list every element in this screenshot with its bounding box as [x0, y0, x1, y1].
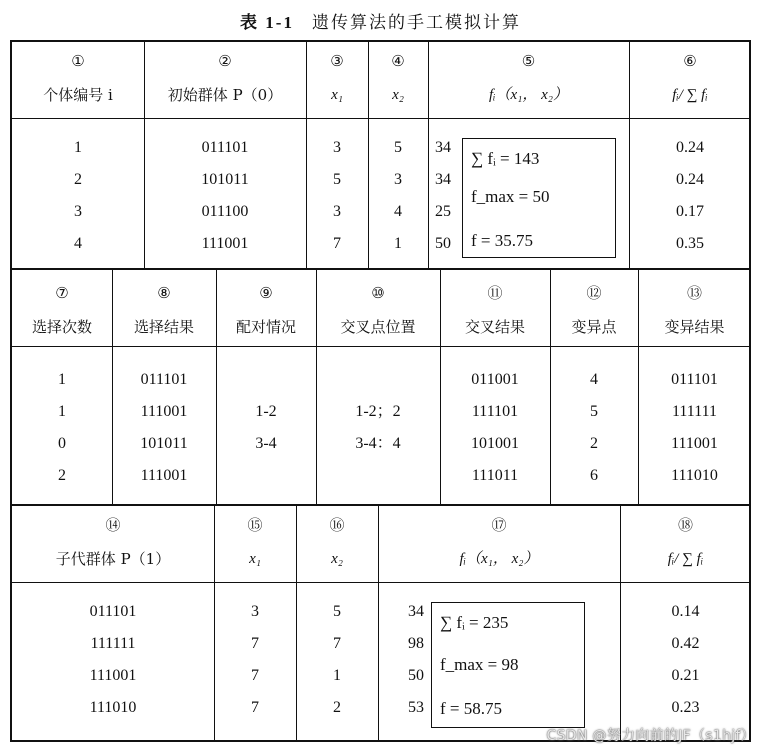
mut-row4-point: 6 — [590, 467, 598, 484]
pair-row3: 3-4 — [255, 435, 277, 452]
off-row3-population: 111001 — [89, 667, 137, 684]
col-header-selection-result: 选择结果 — [133, 318, 194, 336]
summary-box-offspring — [431, 602, 585, 728]
col-num-6: ⑥ — [683, 52, 697, 70]
section-initial-population — [10, 40, 751, 270]
col-header-initial-population: 初始群体 P（0） — [167, 86, 283, 104]
section-selection-crossover-mutation — [10, 270, 751, 506]
col-header-offspring-x2: x₂ — [331, 551, 343, 567]
off-row2-x1: 7 — [251, 635, 259, 652]
sel-row3-count: 0 — [58, 435, 66, 452]
row1-x1: 3 — [333, 139, 341, 156]
col-num-18: ⑱ — [677, 516, 693, 534]
col-num-12: ⑫ — [586, 284, 602, 302]
row2-ratio: 0.24 — [676, 171, 704, 188]
mut-row3-result: 111001 — [671, 435, 718, 452]
row1-population: 011101 — [201, 139, 249, 156]
sel-row2-count: 1 — [58, 403, 66, 420]
row1-fitness: 34 — [435, 139, 451, 156]
col-num-13: ⑬ — [686, 284, 702, 302]
off-row1-fitness: 34 — [408, 603, 424, 620]
row3-fitness: 25 — [435, 203, 451, 220]
col-header-selection-count: 选择次数 — [31, 318, 92, 336]
sel-row4-result: 111001 — [140, 467, 188, 484]
mut-row1-result: 011101 — [671, 371, 718, 388]
row1-id: 1 — [74, 139, 82, 156]
off-row2-fitness: 98 — [408, 635, 424, 652]
table-number: 表 1-1 — [240, 13, 294, 32]
col-num-2: ② — [218, 52, 232, 70]
col-header-crossover-point: 交叉点位置 — [340, 318, 416, 336]
row1-x2: 5 — [394, 139, 402, 156]
mut-row2-result: 111111 — [671, 403, 718, 420]
table-title — [0, 8, 761, 33]
col-header-x2: x₂ — [392, 87, 404, 103]
col-header-pairing: 配对情况 — [235, 318, 296, 336]
off-row2-x2: 7 — [333, 635, 341, 652]
col-header-offspring-fitness: fᵢ（x₁， x₂） — [459, 551, 539, 567]
row4-id: 4 — [74, 235, 82, 252]
row2-x2: 3 — [394, 171, 402, 188]
row4-ratio: 0.35 — [676, 235, 704, 252]
col-num-5: ⑤ — [521, 52, 536, 70]
off-row1-ratio: 0.14 — [671, 603, 700, 620]
row3-x1: 3 — [333, 203, 341, 220]
pair-row2: 1-2 — [255, 403, 277, 420]
cross-row3-result: 101001 — [471, 435, 519, 452]
col-num-4: ④ — [391, 52, 405, 70]
cross-point-row3: 3-4：4 — [355, 435, 401, 452]
mut-row2-point: 5 — [590, 403, 598, 420]
off-row3-ratio: 0.21 — [671, 667, 700, 684]
col-num-8: ⑧ — [157, 284, 171, 302]
col-num-1: ① — [71, 52, 85, 70]
sel-row4-count: 2 — [58, 467, 66, 484]
max-fitness: f_max = 50 — [471, 187, 550, 206]
col-header-fitness: fᵢ（x₁， x₂） — [488, 87, 569, 103]
row3-id: 3 — [74, 203, 82, 220]
sel-row3-result: 101011 — [140, 435, 188, 452]
col-header-offspring-population: 子代群体 P（1） — [55, 550, 171, 568]
col-num-14: ⑭ — [105, 516, 121, 534]
cross-row2-result: 111101 — [471, 403, 519, 420]
off-row4-fitness: 53 — [408, 699, 424, 716]
sum-fitness: ∑ fᵢ = 143 — [471, 149, 540, 168]
row3-x2: 4 — [394, 203, 402, 220]
off-row3-fitness: 50 — [408, 667, 424, 684]
sel-row1-count: 1 — [58, 371, 66, 388]
row3-population: 011100 — [201, 203, 249, 220]
col-num-10: ⑩ — [371, 284, 385, 302]
off-row1-x1: 3 — [251, 603, 259, 620]
col-header-mutation-point: 变异点 — [571, 318, 617, 336]
col-header-x1: x₁ — [331, 87, 343, 103]
col-num-15: ⑮ — [247, 516, 263, 534]
off-row4-ratio: 0.23 — [671, 699, 700, 716]
off-row4-x2: 2 — [333, 699, 341, 716]
off-max-fitness: f_max = 98 — [440, 655, 519, 674]
cross-row4-result: 111011 — [471, 467, 519, 484]
off-row1-population: 011101 — [89, 603, 137, 620]
col-num-9: ⑨ — [259, 284, 273, 302]
off-row2-population: 111111 — [90, 635, 136, 652]
off-row1-x2: 5 — [333, 603, 341, 620]
mut-row3-point: 2 — [590, 435, 598, 452]
col-header-crossover-result: 交叉结果 — [464, 318, 525, 336]
col-num-17: ⑰ — [491, 516, 507, 534]
sel-row2-result: 111001 — [140, 403, 188, 420]
row1-ratio: 0.24 — [676, 139, 704, 156]
sel-row1-result: 011101 — [140, 371, 188, 388]
avg-fitness: f = 35.75 — [471, 231, 533, 250]
col-header-fitness-ratio: fᵢ/ ∑ fᵢ — [672, 87, 708, 103]
row3-ratio: 0.17 — [676, 203, 704, 220]
off-sum-fitness: ∑ fᵢ = 235 — [440, 613, 509, 632]
section-offspring-population — [10, 506, 751, 742]
row2-id: 2 — [74, 171, 82, 188]
row2-x1: 5 — [333, 171, 341, 188]
off-row4-population: 111010 — [89, 699, 137, 716]
col-num-7: ⑦ — [55, 284, 69, 302]
off-row4-x1: 7 — [251, 699, 259, 716]
col-num-16: ⑯ — [329, 516, 345, 534]
row4-x1: 7 — [333, 235, 341, 252]
row4-fitness: 50 — [435, 235, 451, 252]
off-avg-fitness: f = 58.75 — [440, 699, 502, 718]
off-row2-ratio: 0.42 — [671, 635, 700, 652]
watermark: CSDN @努力向前的JF（s1hjf） — [546, 728, 755, 744]
col-header-offspring-ratio: fᵢ/ ∑ fᵢ — [667, 551, 704, 567]
mut-row4-result: 111010 — [671, 467, 718, 484]
row4-x2: 1 — [394, 235, 402, 252]
table-caption: 遗传算法的手工模拟计算 — [311, 13, 521, 33]
col-header-offspring-x1: x₁ — [249, 551, 261, 567]
off-row3-x1: 7 — [251, 667, 259, 684]
col-header-mutation-result: 变异结果 — [664, 318, 725, 336]
row2-population: 101011 — [201, 171, 249, 188]
cross-row1-result: 011001 — [471, 371, 519, 388]
mut-row1-point: 4 — [590, 371, 598, 388]
row2-fitness: 34 — [435, 171, 451, 188]
col-num-11: ⑪ — [487, 284, 503, 302]
row4-population: 111001 — [201, 235, 249, 252]
col-num-3: ③ — [330, 52, 344, 70]
cross-point-row2: 1-2；2 — [355, 403, 401, 420]
off-row3-x2: 1 — [333, 667, 341, 684]
col-header-individual-id: 个体编号 i — [43, 86, 113, 104]
summary-box-initial — [462, 138, 616, 258]
